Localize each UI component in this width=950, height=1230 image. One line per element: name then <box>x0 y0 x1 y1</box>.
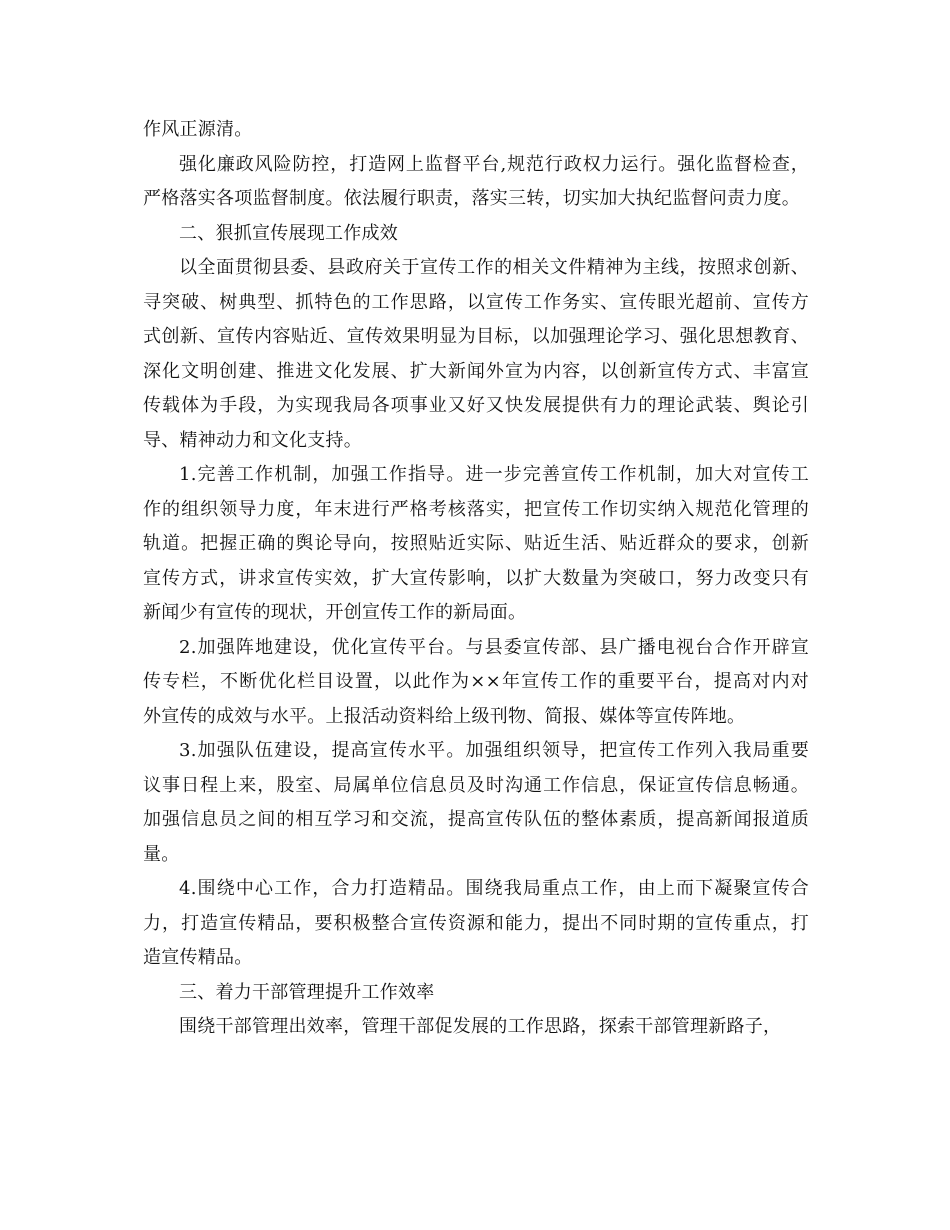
paragraph <box>143 113 809 148</box>
text-line: 3.加强队伍建设，提高宣传水平。加强组织领导，把宣传工作列入我局重要 <box>179 740 809 761</box>
paragraph <box>143 148 809 217</box>
text-line: 新闻少有宣传的现状，开创宣传工作的新局面。 <box>143 602 527 623</box>
text-line: 强化廉政风险防控，打造网上监督平台,规范行政权力运行。强化监督检查， <box>179 153 809 175</box>
text-line: 传专栏，不断优化栏目设置，以此作为××年宣传工作的重要平台，提高对内对 <box>143 671 809 692</box>
text-line: 宣传方式，讲求宣传实效，扩大宣传影响，以扩大数量为突破口，努力改变只有 <box>143 567 809 589</box>
text-line: 导、精神动力和文化支持。 <box>143 429 362 451</box>
text-line: 力，打造宣传精品，要积极整合宣传资源和能力，提出不同时期的宣传重点，打 <box>143 912 809 934</box>
text-line: 式创新、宣传内容贴近、宣传效果明显为目标，以加强理论学习、强化思想教育、 <box>143 326 809 347</box>
paragraph <box>143 631 809 735</box>
text-line: 围绕干部管理出效率，管理干部促发展的工作思路，探索干部管理新路子， <box>179 1016 782 1037</box>
text-line: 三、着力干部管理提升工作效率 <box>179 981 435 1003</box>
text-line: 2.加强阵地建设，优化宣传平台。与县委宣传部、县广播电视台合作开辟宣 <box>179 636 809 658</box>
text-line: 二、狠抓宣传展现工作成效 <box>179 222 398 244</box>
text-line: 严格落实各项监督制度。依法履行职责，落实三转，切实加大执纪监督问责力度。 <box>143 188 800 209</box>
text-line: 轨道。把握正确的舆论导向，按照贴近实际、贴近生活、贴近群众的要求，创新 <box>143 533 809 554</box>
text-line: 造宣传精品。 <box>143 947 253 968</box>
document-page <box>143 113 809 1045</box>
text-line: 4.围绕中心工作，合力打造精品。围绕我局重点工作，由上而下凝聚宣传合 <box>179 878 809 899</box>
paragraph <box>143 458 809 631</box>
text-line: 作风正源清。 <box>143 119 253 140</box>
text-line: 1.完善工作机制，加强工作指导。进一步完善宣传工作机制，加大对宣传工 <box>179 464 809 485</box>
text-line: 以全面贯彻县委、县政府关于宣传工作的相关文件精神为主线，按照求创新、 <box>179 257 809 278</box>
text-line: 加强信息员之间的相互学习和交流，提高宣传队伍的整体素质，提高新闻报道质 <box>143 809 809 830</box>
text-line: 外宣传的成效与水平。上报活动资料给上级刊物、简报、媒体等宣传阵地。 <box>143 705 746 727</box>
paragraph <box>143 872 809 976</box>
paragraph <box>143 217 809 252</box>
paragraph <box>143 1010 809 1045</box>
paragraph <box>143 734 809 872</box>
paragraph <box>143 251 809 458</box>
text-line: 深化文明创建、推进文化发展、扩大新闻外宣为内容，以创新宣传方式、丰富宣 <box>143 360 809 382</box>
text-line: 传载体为手段，为实现我局各项事业又好又快发展提供有力的理论武装、舆论引 <box>143 395 809 416</box>
text-line: 量。 <box>143 843 180 865</box>
text-line: 作的组织领导力度，年末进行严格考核落实，把宣传工作切实纳入规范化管理的 <box>143 498 809 520</box>
text-line: 议事日程上来，股室、局属单位信息员及时沟通工作信息，保证宣传信息畅通。 <box>143 774 809 796</box>
text-line: 寻突破、树典型、抓特色的工作思路，以宣传工作务实、宣传眼光超前、宣传方 <box>143 291 809 313</box>
paragraph <box>143 976 809 1011</box>
